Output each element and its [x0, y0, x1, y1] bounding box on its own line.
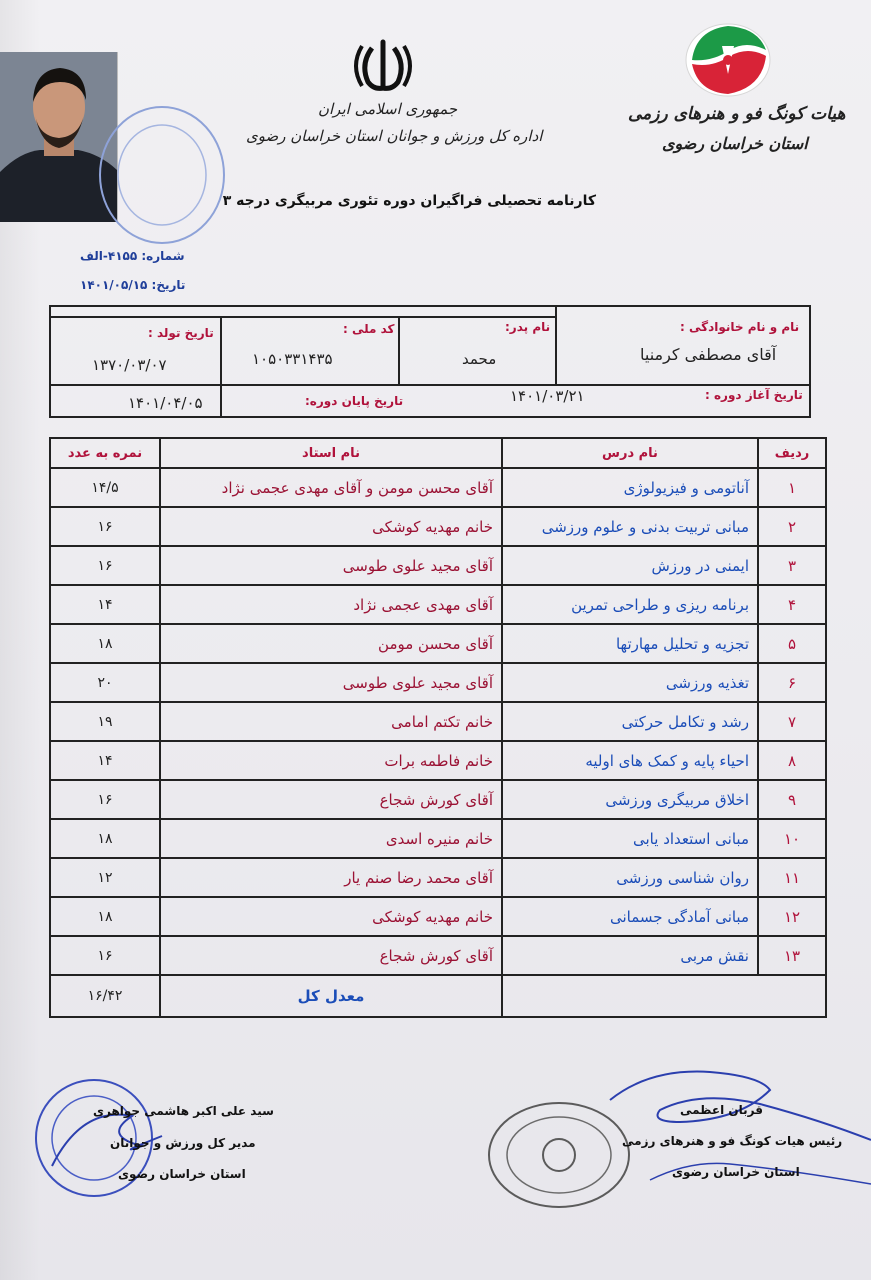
- average-value: ۱۶/۴۲: [50, 975, 160, 1017]
- row-index: ۶: [758, 663, 826, 702]
- info-divider-2: [398, 316, 400, 384]
- table-row: [50, 780, 826, 819]
- table-row: [50, 468, 826, 507]
- table-row: [50, 585, 826, 624]
- row-index: ۱۲: [758, 897, 826, 936]
- document-number: [80, 249, 185, 263]
- teacher-name: آقای کورش شجاع: [160, 936, 502, 975]
- right-signer-name: قربان اعظمی: [680, 1103, 763, 1117]
- department-stamp-faint: [92, 100, 232, 250]
- teacher-name: خانم مهدیه کوشکی: [160, 507, 502, 546]
- department-name: اداره کل ورزش و جوانان استان خراسان رضوی: [246, 127, 543, 145]
- grade-value: ۱۶: [50, 507, 160, 546]
- teacher-name: خانم تکتم امامی: [160, 702, 502, 741]
- course-end-label: تاریخ پایان دوره:: [305, 394, 404, 408]
- table-row: [50, 741, 826, 780]
- row-index: ۵: [758, 624, 826, 663]
- national-id-value: ۱۰۵۰۳۳۱۴۳۵: [252, 350, 333, 368]
- document-date-value: ۱۴۰۱/۰۵/۱۵: [80, 278, 148, 292]
- teacher-name: آقای محسن مومن: [160, 624, 502, 663]
- teacher-name: آقای محسن مومن و آقای مهدی عجمی نژاد: [160, 468, 502, 507]
- grade-value: ۱۴: [50, 741, 160, 780]
- table-row: [50, 546, 826, 585]
- course-name: مبانی آمادگی جسمانی: [502, 897, 758, 936]
- row-index: ۸: [758, 741, 826, 780]
- teacher-name: آقای مجید علوی طوسی: [160, 546, 502, 585]
- grade-value: ۱۸: [50, 624, 160, 663]
- table-row: [50, 858, 826, 897]
- course-name: مبانی استعداد یابی: [502, 819, 758, 858]
- course-end-value: ۱۴۰۱/۰۴/۰۵: [128, 394, 203, 412]
- document-number-value: ۴۱۵۵-الف: [80, 249, 138, 263]
- grade-value: ۱۴: [50, 585, 160, 624]
- federation-name: هیات کونگ فو و هنرهای رزمی: [628, 104, 846, 124]
- average-row: [50, 975, 826, 1017]
- father-name-value: محمد: [462, 350, 497, 368]
- national-id-label: کد ملی :: [343, 322, 395, 336]
- course-start-label: تاریخ آغاز دوره :: [705, 388, 803, 402]
- student-name-value: آقای مصطفی کرمنیا: [640, 345, 777, 364]
- teacher-name: خانم منیره اسدی: [160, 819, 502, 858]
- row-index: ۴: [758, 585, 826, 624]
- course-name: مبانی تربیت بدنی و علوم ورزشی: [502, 507, 758, 546]
- iran-emblem-icon: [352, 38, 414, 94]
- grade-value: ۱۸: [50, 897, 160, 936]
- federation-stamp: [484, 1100, 634, 1210]
- father-name-label: نام پدر:: [505, 320, 551, 334]
- course-name: تجزیه و تحلیل مهارتها: [502, 624, 758, 663]
- course-name: نقش مربی: [502, 936, 758, 975]
- grade-value: ۱۹: [50, 702, 160, 741]
- document-date: [80, 278, 185, 292]
- course-name: اخلاق مربیگری ورزشی: [502, 780, 758, 819]
- birth-date-label: تاریخ تولد :: [148, 326, 214, 340]
- teacher-name: آقای کورش شجاع: [160, 780, 502, 819]
- row-index: ۱۳: [758, 936, 826, 975]
- grades-table: [49, 437, 827, 1018]
- grade-value: ۱۶: [50, 546, 160, 585]
- course-name: تغذیه ورزشی: [502, 663, 758, 702]
- grade-value: ۱۶: [50, 780, 160, 819]
- info-divider-3: [220, 316, 222, 418]
- course-name: احیاء پایه و کمک های اولیه: [502, 741, 758, 780]
- page-title: کارنامه تحصیلی فراگیران دوره تئوری مربیگری درجه ۳: [222, 193, 596, 209]
- document-number-label: شماره:: [141, 249, 185, 263]
- left-signer-title: مدیر کل ورزش و جوانان: [110, 1136, 256, 1150]
- row-index: ۱۱: [758, 858, 826, 897]
- table-row: [50, 702, 826, 741]
- course-name: آناتومی و فیزیولوژی: [502, 468, 758, 507]
- teacher-name: خانم فاطمه برات: [160, 741, 502, 780]
- table-row: [50, 936, 826, 975]
- course-start-value: ۱۴۰۱/۰۳/۲۱: [510, 387, 585, 405]
- header-course: نام درس: [502, 438, 758, 468]
- info-top-inner: [49, 316, 555, 318]
- grade-value: ۱۸: [50, 819, 160, 858]
- country-name: جمهوری اسلامی ایران: [318, 100, 458, 118]
- header-grade: نمره به عدد: [50, 438, 160, 468]
- table-row: [50, 819, 826, 858]
- grade-value: ۱۶: [50, 936, 160, 975]
- student-name-label: نام و نام خانوادگی :: [680, 320, 800, 334]
- row-index: ۹: [758, 780, 826, 819]
- federation-logo-icon: [682, 20, 774, 100]
- table-row: [50, 663, 826, 702]
- row-index: ۱۰: [758, 819, 826, 858]
- federation-province: استان خراسان رضوی: [662, 134, 808, 153]
- left-signer-province: استان خراسان رضوی: [118, 1167, 246, 1181]
- birth-date-value: ۱۳۷۰/۰۳/۰۷: [92, 356, 167, 374]
- course-name: ایمنی در ورزش: [502, 546, 758, 585]
- right-signer-title: رئیس هیات کونگ فو و هنرهای رزمی: [622, 1134, 843, 1148]
- teacher-name: آقای مهدی عجمی نژاد: [160, 585, 502, 624]
- row-index: ۱: [758, 468, 826, 507]
- info-divider-1: [555, 305, 557, 385]
- teacher-name: خانم مهدیه کوشکی: [160, 897, 502, 936]
- average-label: معدل کل: [160, 975, 502, 1017]
- teacher-name: آقای محمد رضا صنم یار: [160, 858, 502, 897]
- course-name: برنامه ریزی و طراحی تمرین: [502, 585, 758, 624]
- grade-value: ۱۲: [50, 858, 160, 897]
- teacher-name: آقای مجید علوی طوسی: [160, 663, 502, 702]
- table-header-row: [50, 438, 826, 468]
- table-row: [50, 507, 826, 546]
- row-index: ۲: [758, 507, 826, 546]
- grade-value: ۱۴/۵: [50, 468, 160, 507]
- document-date-label: تاریخ:: [151, 278, 186, 292]
- left-signer-name: سید علی اکبر هاشمی جواهری: [93, 1104, 274, 1118]
- row-index: ۷: [758, 702, 826, 741]
- average-spacer: [502, 975, 826, 1017]
- course-name: روان شناسی ورزشی: [502, 858, 758, 897]
- course-name: رشد و تکامل حرکتی: [502, 702, 758, 741]
- table-row: [50, 897, 826, 936]
- header-index: ردیف: [758, 438, 826, 468]
- grade-value: ۲۰: [50, 663, 160, 702]
- info-row-divider: [49, 384, 811, 386]
- row-index: ۳: [758, 546, 826, 585]
- header-teacher: نام استاد: [160, 438, 502, 468]
- table-row: [50, 624, 826, 663]
- right-signer-province: استان خراسان رضوی: [672, 1165, 800, 1179]
